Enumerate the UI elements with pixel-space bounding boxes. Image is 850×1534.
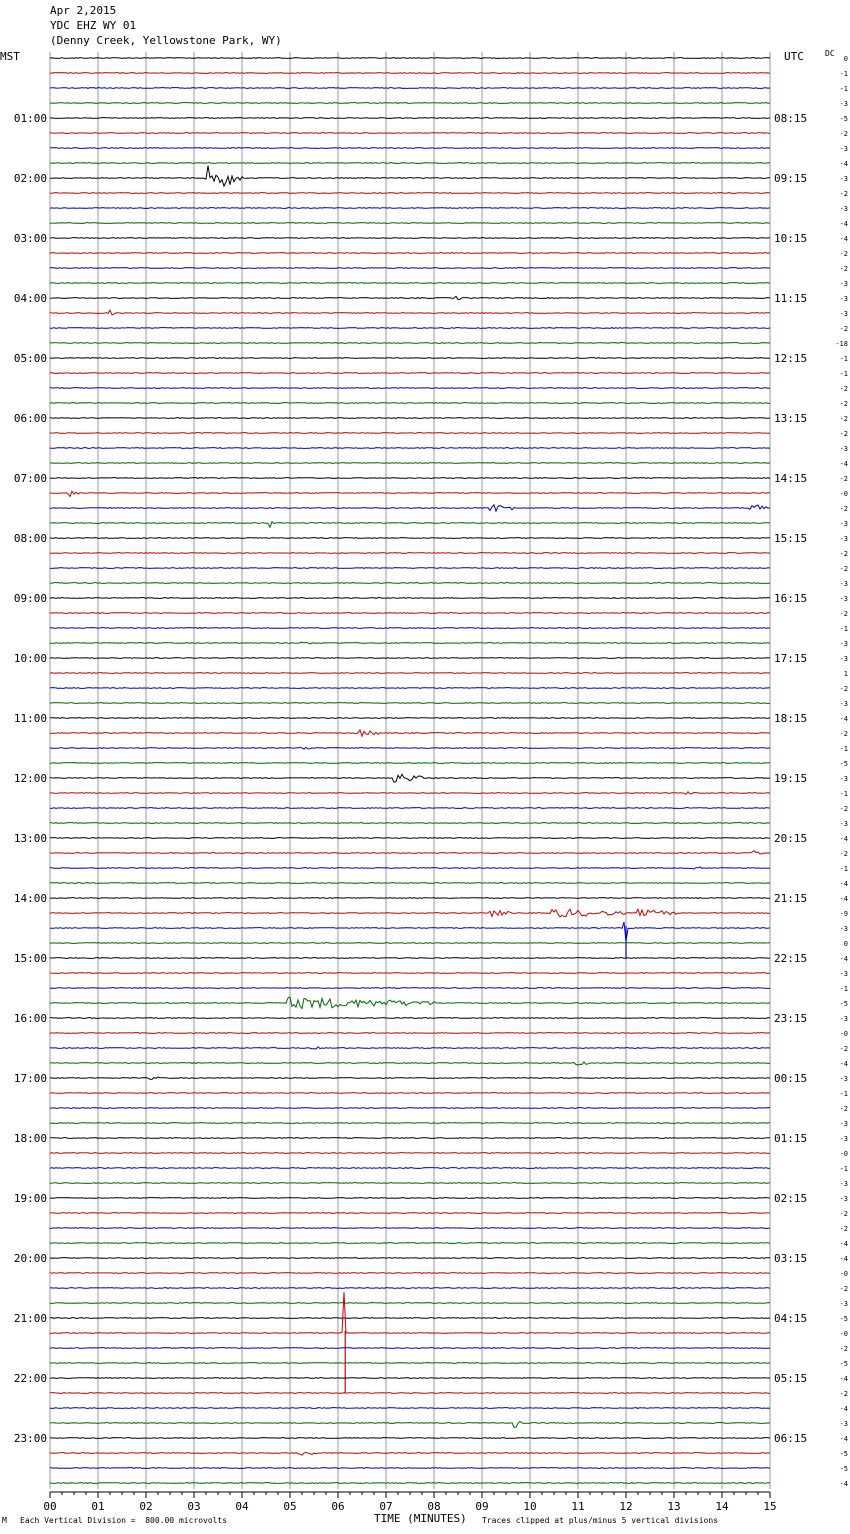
trace-row xyxy=(50,1288,770,1289)
dc-offset-label: -4 xyxy=(839,1375,848,1383)
dc-offset-label: -2 xyxy=(839,1210,848,1218)
dc-offset-label: -2 xyxy=(839,730,848,738)
dc-offset-label: -0 xyxy=(839,1150,848,1158)
trace-row xyxy=(50,310,770,315)
trace-row xyxy=(50,463,770,464)
trace-row xyxy=(50,642,770,644)
dc-offset-label: -3 xyxy=(839,580,848,588)
left-hour-label: 08:00 xyxy=(13,532,47,545)
x-tick-label: 01 xyxy=(91,1500,105,1513)
trace-row xyxy=(50,522,770,528)
dc-offset-label: -5 xyxy=(839,115,848,123)
left-hour-label: 04:00 xyxy=(13,292,47,305)
trace-row xyxy=(50,491,770,496)
dc-offset-label: -3 xyxy=(839,205,848,213)
trace-row xyxy=(50,1123,770,1124)
right-hour-label: 22:15 xyxy=(774,952,808,965)
left-zone-label: MST xyxy=(0,50,20,63)
dc-offset-label: -4 xyxy=(839,160,848,168)
trace-row xyxy=(50,478,770,479)
trace-row xyxy=(50,613,770,614)
trace-row xyxy=(50,730,770,736)
dc-offset-label: -3 xyxy=(839,775,848,783)
x-tick-label: 14 xyxy=(715,1500,729,1513)
dc-offset-label: -3 xyxy=(839,1135,848,1143)
right-hour-label: 11:15 xyxy=(774,292,808,305)
right-hour-label: 21:15 xyxy=(774,892,808,905)
trace-row xyxy=(50,909,770,917)
dc-offset-label: -0 xyxy=(839,490,848,498)
dc-offset-label: -2 xyxy=(839,685,848,693)
dc-offset-label: -1 xyxy=(839,985,848,993)
trace-row xyxy=(50,1138,770,1139)
trace-row xyxy=(50,88,770,89)
dc-offset-label: -3 xyxy=(839,640,848,648)
dc-offset-label: -2 xyxy=(839,850,848,858)
left-hour-label: 22:00 xyxy=(13,1372,47,1385)
trace-row xyxy=(50,1033,770,1034)
trace-row xyxy=(50,774,770,782)
trace-row xyxy=(50,1273,770,1274)
x-tick-label: 08 xyxy=(427,1500,441,1513)
x-tick-label: 05 xyxy=(283,1500,297,1513)
left-hour-label: 19:00 xyxy=(13,1192,47,1205)
dc-offset-label: -4 xyxy=(839,460,848,468)
dc-offset-label: -3 xyxy=(839,700,848,708)
dc-offset-label: -4 xyxy=(839,1060,848,1068)
trace-row xyxy=(50,1452,770,1455)
right-hour-label: 12:15 xyxy=(774,352,808,365)
left-hour-label: 14:00 xyxy=(13,892,47,905)
left-hour-label: 10:00 xyxy=(13,652,47,665)
trace-row xyxy=(50,792,770,795)
trace-row xyxy=(50,658,770,659)
dc-offset-label: -2 xyxy=(839,400,848,408)
trace-row xyxy=(50,358,770,359)
x-tick-label: 13 xyxy=(667,1500,681,1513)
trace-row xyxy=(50,628,770,629)
dc-offset-label: -3 xyxy=(839,310,848,318)
trace-row xyxy=(50,283,770,284)
trace-row xyxy=(50,823,770,824)
x-tick-label: 11 xyxy=(571,1500,585,1513)
trace-row xyxy=(50,1348,770,1349)
dc-offset-label: -3 xyxy=(839,970,848,978)
left-hour-label: 18:00 xyxy=(13,1132,47,1145)
corner-mark: M xyxy=(2,1516,7,1525)
trace-row xyxy=(50,73,770,74)
trace-row xyxy=(50,148,770,149)
seismic-traces xyxy=(50,58,770,1484)
dc-offset-label: -1 xyxy=(839,85,848,93)
trace-row xyxy=(50,208,770,209)
trace-row xyxy=(50,328,770,329)
dc-offset-label: -2 xyxy=(839,130,848,138)
dc-offset-label: -4 xyxy=(839,880,848,888)
x-tick-label: 09 xyxy=(475,1500,489,1513)
trace-row xyxy=(50,718,770,719)
dc-offset-label: -2 xyxy=(839,565,848,573)
right-hour-label: 05:15 xyxy=(774,1372,808,1385)
dc-offset-label: -18 xyxy=(835,340,848,348)
scale-note: Each Vertical Division = 800.00 microvolts xyxy=(20,1516,228,1525)
dc-offset-label: -2 xyxy=(839,415,848,423)
dc-offset-label: -4 xyxy=(839,220,848,228)
station-code: YDC EHZ WY 01 xyxy=(50,19,137,32)
left-hour-label: 23:00 xyxy=(13,1432,47,1445)
trace-row xyxy=(50,598,770,599)
trace-row xyxy=(50,505,770,511)
trace-row xyxy=(50,1062,770,1065)
right-hour-label: 02:15 xyxy=(774,1192,808,1205)
right-hour-label: 08:15 xyxy=(774,112,808,125)
left-hour-label: 13:00 xyxy=(13,832,47,845)
dc-offset-label: -3 xyxy=(839,1420,848,1428)
dc-offset-label: -2 xyxy=(839,430,848,438)
trace-row xyxy=(50,1438,770,1439)
left-hour-label: 12:00 xyxy=(13,772,47,785)
x-tick-label: 06 xyxy=(331,1500,345,1513)
plot-date: Apr 2,2015 xyxy=(50,4,117,17)
dc-offset-label: -4 xyxy=(839,715,848,723)
trace-row xyxy=(50,568,770,569)
left-hour-label: 05:00 xyxy=(13,352,47,365)
trace-row xyxy=(50,1243,770,1244)
right-hour-label: 15:15 xyxy=(774,532,808,545)
dc-offset-label: -3 xyxy=(839,1195,848,1203)
trace-row xyxy=(50,1363,770,1364)
trace-row xyxy=(50,133,770,134)
x-tick-label: 03 xyxy=(187,1500,201,1513)
x-tick-label: 00 xyxy=(43,1500,57,1513)
trace-row xyxy=(50,688,770,689)
trace-row xyxy=(50,538,770,539)
right-zone-label: UTC xyxy=(784,50,804,63)
right-hour-label: 09:15 xyxy=(774,172,808,185)
trace-row xyxy=(50,747,770,749)
trace-row xyxy=(50,1018,770,1019)
trace-row xyxy=(50,997,770,1008)
dc-offset-label: -0 xyxy=(839,1030,848,1038)
trace-row xyxy=(50,703,770,704)
trace-row xyxy=(50,1093,770,1094)
dc-offset-label: -9 xyxy=(839,910,848,918)
dc-offset-label: -3 xyxy=(839,1120,848,1128)
dc-offset-label: -0 xyxy=(839,1270,848,1278)
left-hour-label: 15:00 xyxy=(13,952,47,965)
dc-offset-label: -5 xyxy=(839,760,848,768)
time-axis xyxy=(43,1492,776,1513)
trace-row xyxy=(50,268,770,269)
dc-offset-label: -3 xyxy=(839,1075,848,1083)
dc-offset-label: -3 xyxy=(839,145,848,153)
dc-offset-label: -3 xyxy=(839,820,848,828)
dc-offset-label: -3 xyxy=(839,655,848,663)
dc-offset-label: -5 xyxy=(839,1450,848,1458)
right-hour-label: 20:15 xyxy=(774,832,808,845)
dc-label: DC xyxy=(825,49,835,58)
trace-row xyxy=(50,1258,770,1259)
dc-offset-label: 0 xyxy=(843,55,848,63)
trace-row xyxy=(50,851,770,854)
trace-row xyxy=(50,103,770,104)
left-hour-label: 11:00 xyxy=(13,712,47,725)
left-hour-label: 06:00 xyxy=(13,412,47,425)
dc-offset-label: -2 xyxy=(839,505,848,513)
trace-row xyxy=(50,418,770,419)
trace-row xyxy=(50,922,770,941)
trace-row xyxy=(50,883,770,884)
dc-offset-label: -2 xyxy=(839,550,848,558)
trace-row xyxy=(50,1213,770,1214)
left-hour-label: 02:00 xyxy=(13,172,47,185)
x-tick-label: 07 xyxy=(379,1500,393,1513)
right-hour-label: 10:15 xyxy=(774,232,808,245)
dc-offset-label: 0 xyxy=(843,940,848,948)
trace-row xyxy=(50,1168,770,1169)
dc-offset-label: -1 xyxy=(839,745,848,753)
dc-offset-label: -1 xyxy=(839,1090,848,1098)
dc-offset-label: -4 xyxy=(839,1255,848,1263)
dc-offset-label: -2 xyxy=(839,265,848,273)
right-hour-label: 18:15 xyxy=(774,712,808,725)
trace-row xyxy=(50,193,770,194)
trace-row xyxy=(50,1077,770,1080)
dc-offset-label: -5 xyxy=(839,1360,848,1368)
dc-offset-label: -3 xyxy=(839,100,848,108)
dc-offset-label: -5 xyxy=(839,1000,848,1008)
trace-row xyxy=(50,433,770,434)
trace-row xyxy=(50,838,770,839)
dc-offset-label: -4 xyxy=(839,895,848,903)
trace-row xyxy=(50,867,770,869)
trace-row xyxy=(50,1303,770,1304)
trace-row xyxy=(50,763,770,764)
dc-offset-label: -0 xyxy=(839,1330,848,1338)
station-location: (Denny Creek, Yellowstone Park, WY) xyxy=(50,34,282,47)
dc-offset-label: -2 xyxy=(839,610,848,618)
trace-row xyxy=(50,1198,770,1199)
trace-row xyxy=(50,163,770,164)
dc-offset-label: -4 xyxy=(839,1435,848,1443)
dc-offset-label: -4 xyxy=(839,1240,848,1248)
dc-offset-label: -3 xyxy=(839,535,848,543)
trace-row xyxy=(50,808,770,809)
trace-row xyxy=(50,898,770,899)
dc-offset-label: -3 xyxy=(839,175,848,183)
dc-offset-label: -4 xyxy=(839,235,848,243)
dc-offset-label: -2 xyxy=(839,190,848,198)
dc-offset-label: -3 xyxy=(839,280,848,288)
trace-row xyxy=(50,166,770,186)
dc-offset-label: -5 xyxy=(839,1315,848,1323)
dc-offset-label: -4 xyxy=(839,1480,848,1488)
right-hour-label: 17:15 xyxy=(774,652,808,665)
dc-offset-label: -2 xyxy=(839,1105,848,1113)
dc-offset-label: -2 xyxy=(839,805,848,813)
dc-offset-label: -3 xyxy=(839,520,848,528)
left-hour-label: 20:00 xyxy=(13,1252,47,1265)
left-hour-label: 09:00 xyxy=(13,592,47,605)
dc-offset-label: -1 xyxy=(839,1165,848,1173)
x-tick-label: 04 xyxy=(235,1500,249,1513)
trace-row xyxy=(50,583,770,584)
dc-offset-label: -2 xyxy=(839,1390,848,1398)
trace-row xyxy=(50,403,770,404)
right-hour-label: 00:15 xyxy=(774,1072,808,1085)
right-hour-label: 19:15 xyxy=(774,772,808,785)
right-hour-label: 14:15 xyxy=(774,472,808,485)
left-hour-label: 21:00 xyxy=(13,1312,47,1325)
dc-offset-label: -3 xyxy=(839,295,848,303)
trace-row xyxy=(50,343,770,344)
dc-offset-label: -2 xyxy=(839,1345,848,1353)
dc-offset-label: -1 xyxy=(839,865,848,873)
right-hour-label: 16:15 xyxy=(774,592,808,605)
dc-offset-label: -5 xyxy=(839,1465,848,1473)
dc-offset-label: -2 xyxy=(839,1225,848,1233)
x-tick-label: 10 xyxy=(523,1500,537,1513)
dc-offset-label: -3 xyxy=(839,595,848,603)
trace-row xyxy=(50,1108,770,1109)
dc-offset-label: -3 xyxy=(839,1180,848,1188)
clip-note: Traces clipped at plus/minus 5 vertical divisions xyxy=(482,1516,719,1525)
trace-row xyxy=(50,448,770,449)
trace-row xyxy=(50,1408,770,1409)
trace-row xyxy=(50,388,770,389)
dc-offset-label: -2 xyxy=(839,475,848,483)
trace-row xyxy=(50,1292,770,1333)
trace-row xyxy=(50,1318,770,1319)
dc-offset-label: -1 xyxy=(839,70,848,78)
left-hour-label: 07:00 xyxy=(13,472,47,485)
dc-offset-label: -4 xyxy=(839,835,848,843)
dc-offset-label: -1 xyxy=(839,790,848,798)
trace-row xyxy=(50,958,770,959)
dc-offset-label: -4 xyxy=(839,955,848,963)
trace-row xyxy=(50,1393,770,1394)
trace-row xyxy=(50,118,770,119)
left-hour-label: 03:00 xyxy=(13,232,47,245)
trace-row xyxy=(50,1047,770,1049)
dc-offset-label: -2 xyxy=(839,385,848,393)
x-tick-label: 15 xyxy=(763,1500,777,1513)
trace-row xyxy=(50,1468,770,1469)
right-hour-label: 23:15 xyxy=(774,1012,808,1025)
trace-row xyxy=(50,553,770,554)
trace-row xyxy=(50,1421,770,1427)
dc-offset-label: -3 xyxy=(839,1300,848,1308)
dc-offset-label: 1 xyxy=(843,670,848,678)
left-hour-label: 01:00 xyxy=(13,112,47,125)
trace-row xyxy=(50,1228,770,1229)
dc-offset-label: -3 xyxy=(839,1015,848,1023)
trace-row xyxy=(50,373,770,374)
x-tick-label: 12 xyxy=(619,1500,633,1513)
dc-offset-label: -4 xyxy=(839,1405,848,1413)
right-hour-label: 01:15 xyxy=(774,1132,808,1145)
trace-row xyxy=(50,988,770,989)
trace-row xyxy=(50,1183,770,1184)
left-hour-label: 17:00 xyxy=(13,1072,47,1085)
dc-offset-label: -3 xyxy=(839,925,848,933)
dc-offset-label: -1 xyxy=(839,355,848,363)
x-axis-title: TIME (MINUTES) xyxy=(374,1512,467,1525)
trace-row xyxy=(50,253,770,254)
dc-offset-label: -2 xyxy=(839,325,848,333)
trace-row xyxy=(50,1483,770,1484)
dc-offset-label: -1 xyxy=(839,370,848,378)
trace-row xyxy=(50,296,770,299)
trace-row xyxy=(50,943,770,944)
trace-row xyxy=(50,223,770,224)
trace-row xyxy=(50,973,770,974)
trace-row xyxy=(50,673,770,674)
x-tick-label: 02 xyxy=(139,1500,153,1513)
trace-row xyxy=(50,1378,770,1379)
right-hour-label: 13:15 xyxy=(774,412,808,425)
dc-offset-label: -2 xyxy=(839,1045,848,1053)
right-hour-label: 04:15 xyxy=(774,1312,808,1325)
dc-offset-label: -2 xyxy=(839,1285,848,1293)
left-hour-label: 16:00 xyxy=(13,1012,47,1025)
dc-offset-label: -3 xyxy=(839,445,848,453)
trace-row xyxy=(50,238,770,239)
right-hour-label: 06:15 xyxy=(774,1432,808,1445)
dc-offset-label: -1 xyxy=(839,625,848,633)
trace-row xyxy=(50,58,770,59)
trace-row xyxy=(50,1153,770,1154)
right-hour-label: 03:15 xyxy=(774,1252,808,1265)
dc-offset-label: -2 xyxy=(839,250,848,258)
